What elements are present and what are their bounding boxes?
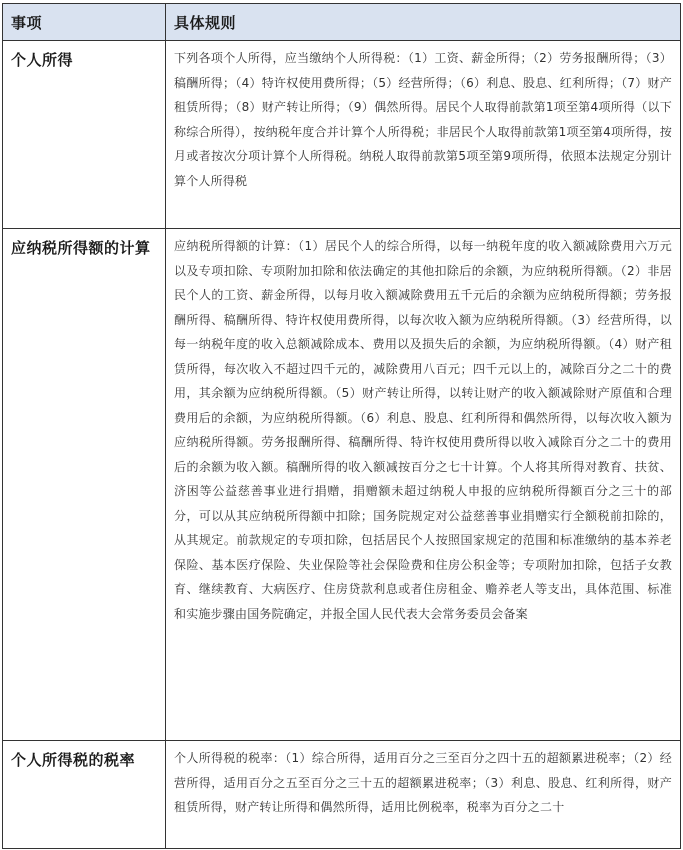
item-cell-personal-income: 个人所得	[3, 41, 166, 229]
table-row	[3, 41, 681, 229]
item-cell-taxable-income: 应纳税所得额的计算	[3, 229, 166, 741]
table-header-row	[3, 4, 681, 41]
rules-table	[2, 3, 681, 849]
rule-cell-tax-rate: 个人所得税的税率：（1）综合所得，适用百分之三至百分之四十五的超额累进税率；（2）经营所得，适用百分之五至百分之三十五的超额累进税率；（3）利息、股息、红利所得，财产租赁所得，财产转让所得和偶然所得，适用比例税率，税率为百分之二十	[166, 741, 681, 849]
rule-cell-personal-income: 下列各项个人所得，应当缴纳个人所得税：（1）工资、薪金所得；（2）劳务报酬所得；（3）稿酬所得；（4）特许权使用费所得；（5）经营所得；（6）利息、股息、红利所得；（7）财产租赁所得；（8）财产转让所得；（9）偶然所得。居民个人取得前款第1项至第4项所得（以下称综合所得），按纳税年度合并计算个人所得税；非居民个人取得前款第1项至第4项所得，按月或者按次分项计算个人所得税。纳税人取得前款第5项至第9项所得，依照本法规定分别计算个人所得税	[166, 41, 681, 229]
item-cell-tax-rate: 个人所得税的税率	[3, 741, 166, 849]
table-row	[3, 229, 681, 741]
table-row	[3, 741, 681, 849]
header-rule: 具体规则	[166, 4, 681, 41]
rule-cell-taxable-income: 应纳税所得额的计算：（1）居民个人的综合所得，以每一纳税年度的收入额减除费用六万元以及专项扣除、专项附加扣除和依法确定的其他扣除后的余额，为应纳税所得额。（2）非居民个人的工资、薪金所得，以每月收入额减除费用五千元后的余额为应纳税所得额；劳务报酬所得、稿酬所得、特许权使用费所得，以每次收入额为应纳税所得额。（3）经营所得，以每一纳税年度的收入总额减除成本、费用以及损失后的余额，为应纳税所得额。（4）财产租赁所得，每次收入不超过四千元的，减除费用八百元；四千元以上的，减除百分之二十的费用，其余额为应纳税所得额。（5）财产转让所得，以转让财产的收入额减除财产原值和合理费用后的余额，为应纳税所得额。（6）利息、股息、红利所得和偶然所得，以每次收入额为应纳税所得额。劳务报酬所得、稿酬所得、特许权使用费所得以收入减除百分之二十的费用后的余额为收入额。稿酬所得的收入额减按百分之七十计算。个人将其所得对教育、扶贫、济困等公益慈善事业进行捐赠，捐赠额未超过纳税人申报的应纳税所得额百分之三十的部分，可以从其应纳税所得额中扣除；国务院规定对公益慈善事业捐赠实行全额税前扣除的，从其规定。前款规定的专项扣除，包括居民个人按照国家规定的范围和标准缴纳的基本养老保险、基本医疗保险、失业保险等社会保险费和住房公积金等；专项附加扣除，包括子女教育、继续教育、大病医疗、住房贷款利息或者住房租金、赡养老人等支出，具体范围、标准和实施步骤由国务院确定，并报全国人民代表大会常务委员会备案	[166, 229, 681, 741]
header-item: 事项	[3, 4, 166, 41]
